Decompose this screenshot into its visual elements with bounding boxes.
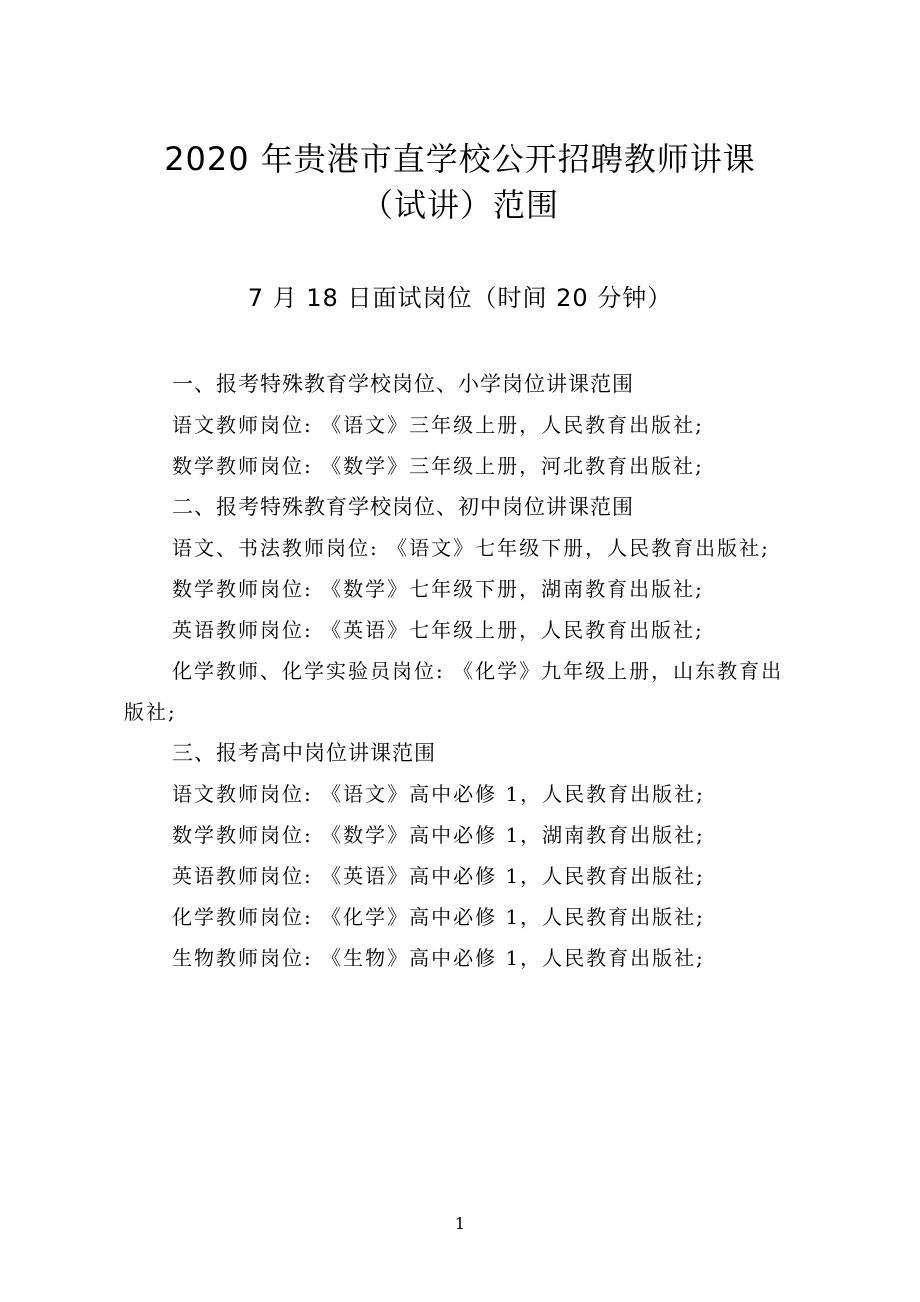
list-item: 数学教师岗位: 《数学》三年级上册，河北教育出版社; [172,454,704,478]
section-heading: 一、报考特殊教育学校岗位、小学岗位讲课范围 [172,372,634,396]
list-item: 化学教师、化学实验员岗位: 《化学》九年级上册，山东教育出版社; [124,659,784,724]
list-item: 英语教师岗位: 《英语》七年级上册，人民教育出版社; [172,618,704,642]
list-item: 语文、书法教师岗位: 《语文》七年级下册，人民教育出版社; [172,536,770,560]
document-title-line-2: （试讲）范围 [360,186,559,224]
section-special-junior [124,487,804,733]
list-item: 英语教师岗位: 《英语》高中必修 1，人民教育出版社; [172,864,705,888]
section-heading: 三、报考高中岗位讲课范围 [172,741,436,765]
list-item: 数学教师岗位: 《数学》七年级下册，湖南教育出版社; [172,577,704,601]
list-item: 化学教师岗位: 《化学》高中必修 1，人民教育出版社; [172,905,705,929]
section-special-primary [124,364,804,487]
list-item: 语文教师岗位: 《语文》三年级上册，人民教育出版社; [172,413,704,437]
section-heading: 二、报考特殊教育学校岗位、初中岗位讲课范围 [172,495,634,519]
list-item: 生物教师岗位: 《生物》高中必修 1，人民教育出版社; [172,946,705,970]
section-senior-high [124,733,804,979]
list-item: 数学教师岗位: 《数学》高中必修 1，湖南教育出版社; [172,823,705,847]
page-number: 1 [454,1214,466,1233]
document-body [124,364,804,979]
interview-date-subtitle: 7 月 18 日面试岗位（时间 20 分钟） [247,284,673,312]
list-item: 语文教师岗位: 《语文》高中必修 1，人民教育出版社; [172,782,705,806]
document-title-line-1: 2020 年贵港市直学校公开招聘教师讲课 [164,140,756,178]
